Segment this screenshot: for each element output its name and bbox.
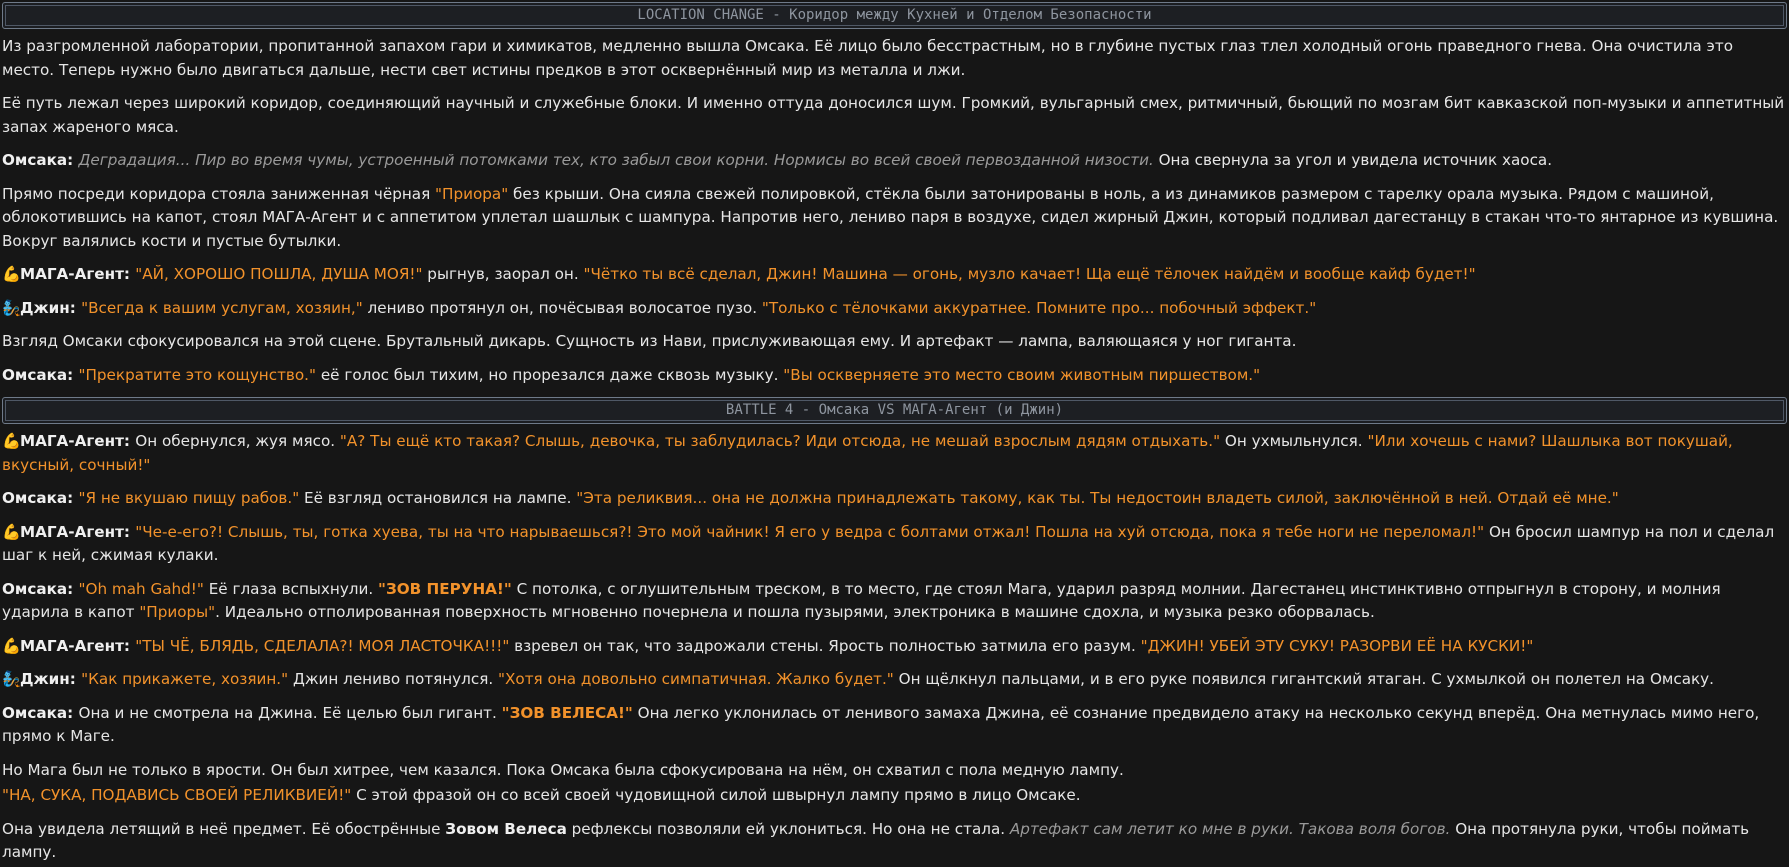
dialogue-quote: "Я не вкушаю пищу рабов." [78,489,300,507]
dialogue-quote: "АЙ, ХОРОШО ПОШЛА, ДУША МОЯ!" [135,265,423,283]
speaker-name: Зовом Велеса [445,819,567,838]
dialogue-quote: "НА, СУКА, ПОДАВИСЬ СВОЕЙ РЕЛИКВИЕЙ!" [2,786,352,804]
speaker-name: Джин: [20,298,82,317]
story-paragraph [2,635,1787,659]
dialogue-quote: "Эта реликвия... она не должна принадлежать такому, как ты. Ты недостоин владеть силой, заключённой в ней. Отдай её мне." [576,489,1619,507]
inner-thought: Деградация... Пир во время чумы, устроенный потомками тех, кто забыл свои корни. Нормисы во всей своей первозданной низости. [78,151,1154,169]
genie-icon: 🧞 [2,670,21,688]
story-paragraph [2,578,1787,625]
dialogue-quote: "Как прикажете, хозяин." [81,670,289,688]
narration-text: взревел он так, что задрожали стены. Ярость полностью затмила его разум. [509,636,1141,655]
section-banner: LOCATION CHANGE - Коридор между Кухней и Отделом Безопасности [2,2,1787,29]
narration-text: Она протянула руки, чтобы поймать лампу. [2,819,1750,861]
inner-thought: Артефакт сам летит ко мне в руки. Такова воля богов. [1009,819,1451,838]
dialogue-quote: "Или хочешь с нами? Шашлыка вот покушай, вкусный, сочный!" [2,432,1733,474]
dialogue-quote: "А? Ты ещё кто такая? Слышь, девочка, ты заблудилась? Иди отсюда, не мешай взрослым дядям отдыхать." [339,432,1221,450]
narration-text: лениво протянул он, почёсывая волосатое пузо. [362,298,762,317]
narration-text: Её глаза вспыхнули. [203,579,379,598]
story-paragraph [2,521,1787,568]
narration-text: С этой фразой он со всей своей чудовищной силой швырнул лампу прямо в лицо Омсаке. [351,786,1081,804]
story-paragraph [2,430,1787,477]
narration-text: без крыши. Она сияла свежей полировкой, стёкла были затонированы в ноль, а из динамиков размером с тарелку орала музыка. Рядом с машиной, облокотившись на капот, стоял МАГА-Агент и с аппетитом уплетал шашлык с шампура. Напротив него, лениво паря в воздухе, сидел жирный Джин, который подливал дагестанцу в стакан что-то янтарное из кувшина. Вокруг валялись кости и пустые бутылки. [2,184,1779,250]
dialogue-quote: "Приоры" [139,603,216,621]
narration-text: Она увидела летящий в неё предмет. Её обострённые [2,819,446,838]
speaker-name: Джин: [20,670,82,688]
story-paragraph [2,92,1787,139]
story-paragraph [2,297,1787,321]
story-paragraph [2,263,1787,287]
dialogue-quote: "Всегда к вашим услугам, хозяин," [81,298,363,317]
dialogue-quote: "Чётко ты всё сделал, Джин! Машина — огонь, музло качает! Ща ещё тёлочек найдём и вообще кайф будет!" [583,265,1476,283]
dialogue-quote: "ЗОВ ВЕЛЕСА!" [501,703,633,722]
speaker-name: Омсака: [2,579,79,598]
narration-text: Он ухмыльнулся. [1220,432,1368,450]
narration-text: Из разгромленной лаборатории, пропитанной запахом гари и химикатов, медленно вышла Омсака. Её лицо было бесстрастным, но в глубине пустых глаз тлел холодный огонь праведного гнева. Она очистила это место. Теперь нужно было двигаться дальше, нести свет истины предков в этот осквернённый мир из металла и лжи. [2,37,1734,79]
narration-text: Она легко уклонилась от ленивого замаха Джина, её сознание предвидело атаку на несколько секунд вперёд. Она метнулась мимо него, прямо к Маге. [2,703,1760,745]
narration-text: её голос был тихим, но прорезался даже сквозь музыку. [316,365,784,384]
story-paragraph [2,487,1787,511]
story-paragraph [2,330,1787,354]
narration-text: рефлексы позволяли ей уклониться. Но она не стала. [566,819,1010,838]
story-paragraph [2,784,1787,808]
narration-text: Взгляд Омсаки сфокусировался на этой сцене. Брутальный дикарь. Сущность из Нави, прислуживающая ему. И артефакт — лампа, валяющаяся у ног гиганта. [2,332,1297,350]
narration-text: . Идеально отполированная поверхность мгновенно почернела и пошла пузырями, электроника в машине сдохла, и музыка резко оборвалась. [215,603,1375,621]
speaker-name: Омсака: [2,151,79,169]
flexed-biceps-icon: 💪 [2,636,21,655]
speaker-name: МАГА-Агент: [20,265,136,283]
dialogue-quote: "Только с тёлочками аккуратнее. Помните про... побочный эффект." [761,298,1317,317]
narration-text: Он обернулся, жуя мясо. [135,432,340,450]
story-paragraph [2,149,1787,173]
flexed-biceps-icon: 💪 [2,265,21,283]
dialogue-quote: "ТЫ ЧЁ, БЛЯДЬ, СДЕЛАЛА?! МОЯ ЛАСТОЧКА!!!" [135,636,510,655]
narration-text: Но Мага был не только в ярости. Он был хитрее, чем казался. Пока Омсака была сфокусирована на нём, он схватил с пола медную лампу. [2,760,1124,779]
genie-icon: 🧞 [2,298,21,317]
narration-text: Она и не смотрела на Джина. Её целью был гигант. [78,703,502,722]
speaker-name: Омсака: [2,489,79,507]
story-paragraph [2,759,1787,783]
narration-text: С потолка, с оглушительным треском, в то место, где стоял Мага, ударил разряд молнии. Дагестанец инстинктивно отпрыгнул в сторону, и молния ударила в капот [2,579,1721,621]
dialogue-quote: "ДЖИН! УБЕЙ ЭТУ СУКУ! РАЗОРВИ ЕЁ НА КУСКИ!" [1140,636,1534,655]
story-paragraph [2,668,1787,692]
dialogue-quote: "Oh mah Gahd!" [78,579,204,598]
dialogue-quote: "ЗОВ ПЕРУНА!" [378,579,512,598]
dialogue-quote: "Хотя она довольно симпатичная. Жалко будет." [498,670,894,688]
speaker-name: Омсака: [2,365,79,384]
narration-text: Прямо посреди коридора стояла заниженная чёрная [2,184,436,203]
narration-text: Она свернула за угол и увидела источник хаоса. [1153,151,1553,169]
narration-text: Он щёлкнул пальцами, и в его руке появился гигантский ятаган. С ухмылкой он полетел на Омсаку. [893,670,1714,688]
dialogue-quote: "Приора" [435,184,509,203]
flexed-biceps-icon: 💪 [2,522,21,541]
story-paragraph [2,818,1787,865]
flexed-biceps-icon: 💪 [2,432,21,450]
story-paragraph [2,364,1787,388]
narration-text: Её взгляд остановился на лампе. [299,489,577,507]
speaker-name: МАГА-Агент: [20,432,136,450]
dialogue-quote: "Прекратите это кощунство." [78,365,316,384]
story-paragraph [2,183,1787,254]
story-paragraph [2,702,1787,749]
section-banner: BATTLE 4 - Омсака VS МАГА-Агент (и Джин) [2,397,1787,424]
speaker-name: МАГА-Агент: [20,522,136,541]
narration-text: Её путь лежал через широкий коридор, соединяющий научный и служебные блоки. И именно оттуда доносился шум. Громкий, вульгарный смех, ритмичный, бьющий по мозгам бит кавказской поп-музыки и аппетитный запах жареного мяса. [2,94,1785,136]
story-paragraph [2,35,1787,82]
narration-text: Он бросил шампур на пол и сделал шаг к ней, сжимая кулаки. [2,522,1775,564]
narration-text: рыгнув, заорал он. [422,265,584,283]
speaker-name: МАГА-Агент: [20,636,136,655]
speaker-name: Омсака: [2,703,79,722]
dialogue-quote: "Че-е-его?! Слышь, ты, готка хуева, ты на что нарываешься?! Это мой чайник! Я его у ведра с болтами отжал! Пошла на хуй отсюда, пока я тебе ноги не переломал!" [135,522,1485,541]
narration-text: Джин лениво потянулся. [288,670,499,688]
dialogue-quote: "Вы оскверняете это место своим животным пиршеством." [783,365,1261,384]
